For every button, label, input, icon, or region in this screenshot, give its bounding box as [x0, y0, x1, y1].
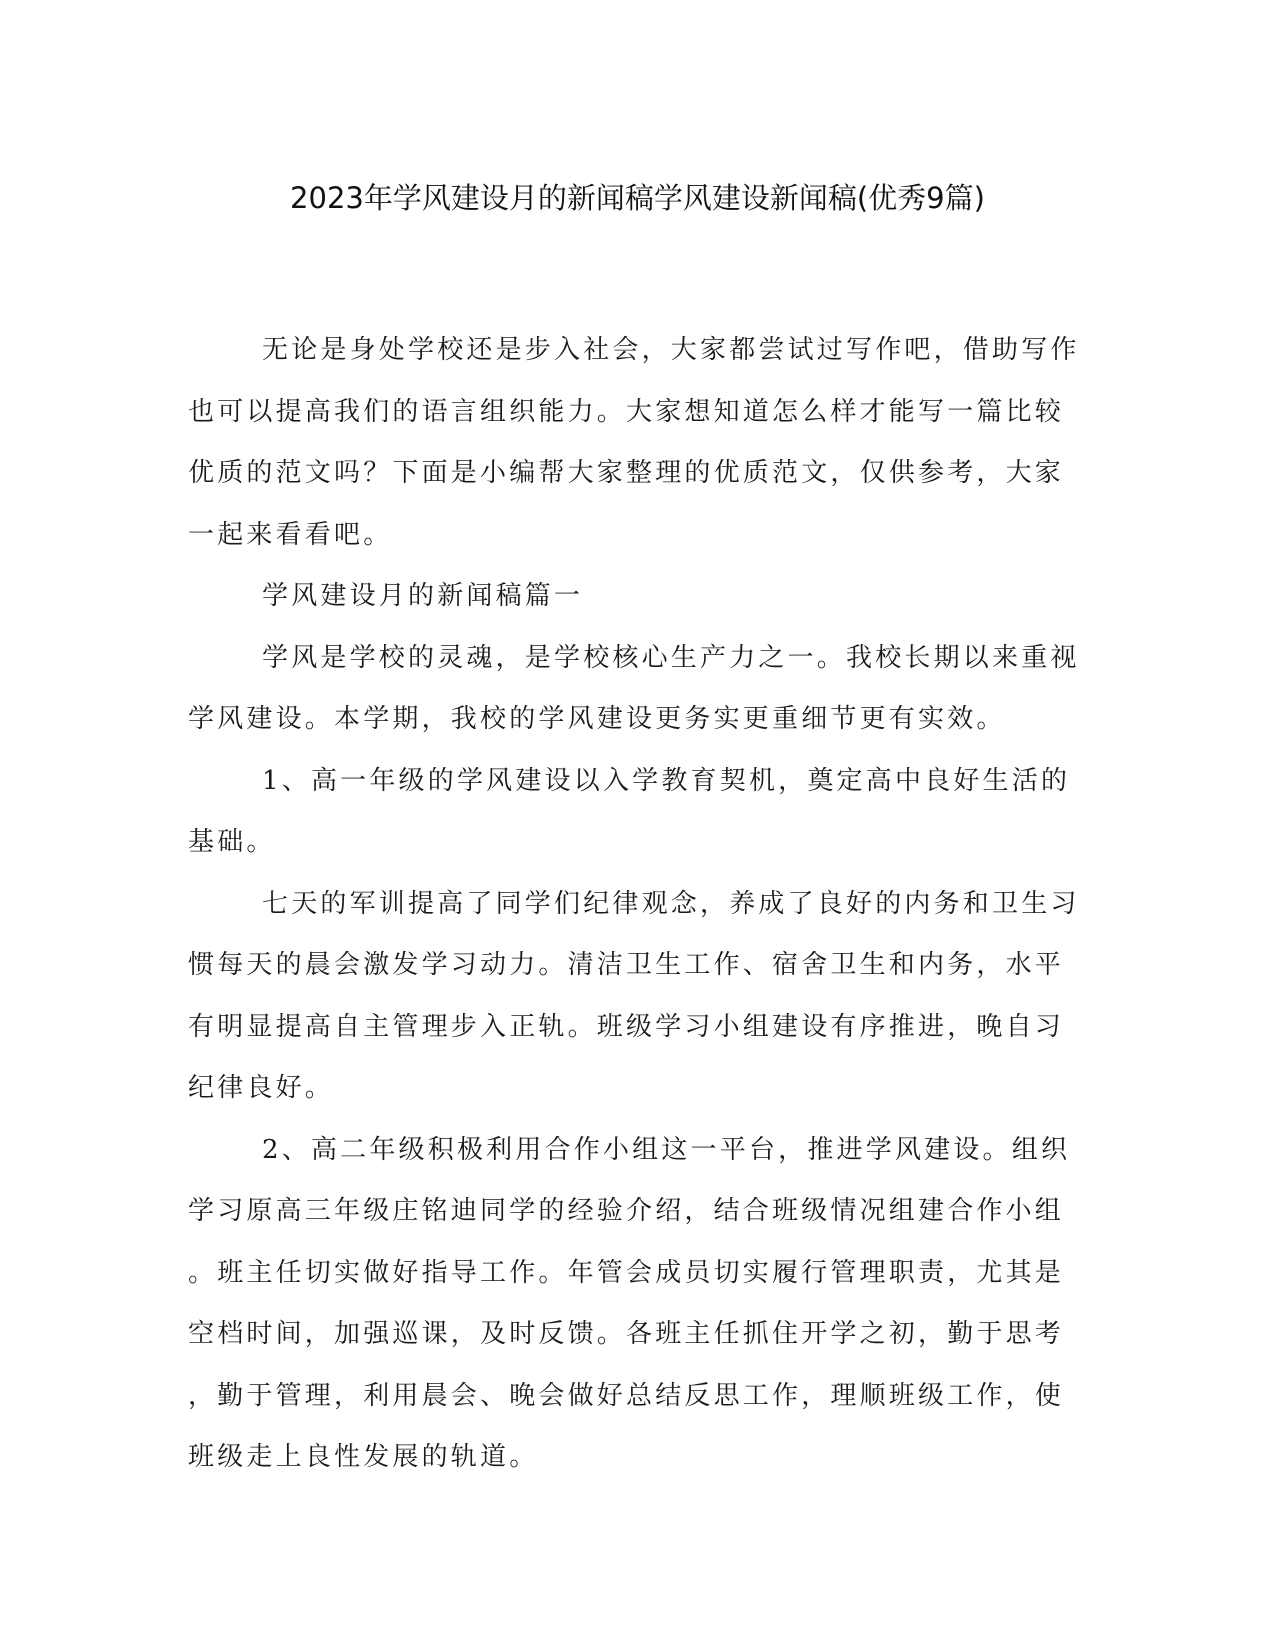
body-line: 有明显提高自主管理步入正轨。班级学习小组建设有序推进，晚自习 [188, 1011, 1065, 1042]
body-line: 1、高一年级的学风建设以入学教育契机，奠定高中良好生活的 [262, 765, 1071, 796]
body-line: ，勤于管理，利用晨会、晚会做好总结反思工作，理顺班级工作，使 [188, 1380, 1065, 1411]
body-line: 学风建设。本学期，我校的学风建设更务实更重细节更有实效。 [188, 704, 1006, 734]
body-line: 2、高二年级积极利用合作小组这一平台，推进学风建设。组织 [262, 1134, 1071, 1165]
body-line: 班级走上良性发展的轨道。 [188, 1442, 539, 1472]
body-line: 空档时间，加强巡课，及时反馈。各班主任抓住开学之初，勤于思考 [188, 1319, 1065, 1349]
section-heading: 学风建设月的新闻稿篇一 [262, 581, 584, 611]
body-line: 惯每天的晨会激发学习动力。清洁卫生工作、宿舍卫生和内务，水平 [188, 950, 1065, 980]
body-line: 无论是身处学校还是步入社会，大家都尝试过写作吧，借助写作 [262, 335, 1080, 365]
body-line: 基础。 [188, 827, 276, 857]
body-line: 一起来看看吧。 [188, 519, 393, 550]
body-line: 七天的军训提高了同学们纪律观念，养成了良好的内务和卫生习 [262, 888, 1080, 919]
body-line: 纪律良好。 [188, 1073, 335, 1103]
body-line: 优质的范文吗？下面是小编帮大家整理的优质范文，仅供参考，大家 [188, 458, 1065, 488]
document-title: 2023年学风建设月的新闻稿学风建设新闻稿(优秀9篇) [290, 181, 985, 215]
body-line: 。班主任切实做好指导工作。年管会成员切实履行管理职责，尤其是 [188, 1257, 1065, 1288]
body-line: 学习原高三年级庄铭迪同学的经验介绍，结合班级情况组建合作小组 [188, 1196, 1065, 1226]
document-body [188, 320, 1080, 1489]
body-line: 也可以提高我们的语言组织能力。大家想知道怎么样才能写一篇比较 [188, 396, 1065, 427]
body-line: 学风是学校的灵魂，是学校核心生产力之一。我校长期以来重视 [262, 642, 1080, 673]
